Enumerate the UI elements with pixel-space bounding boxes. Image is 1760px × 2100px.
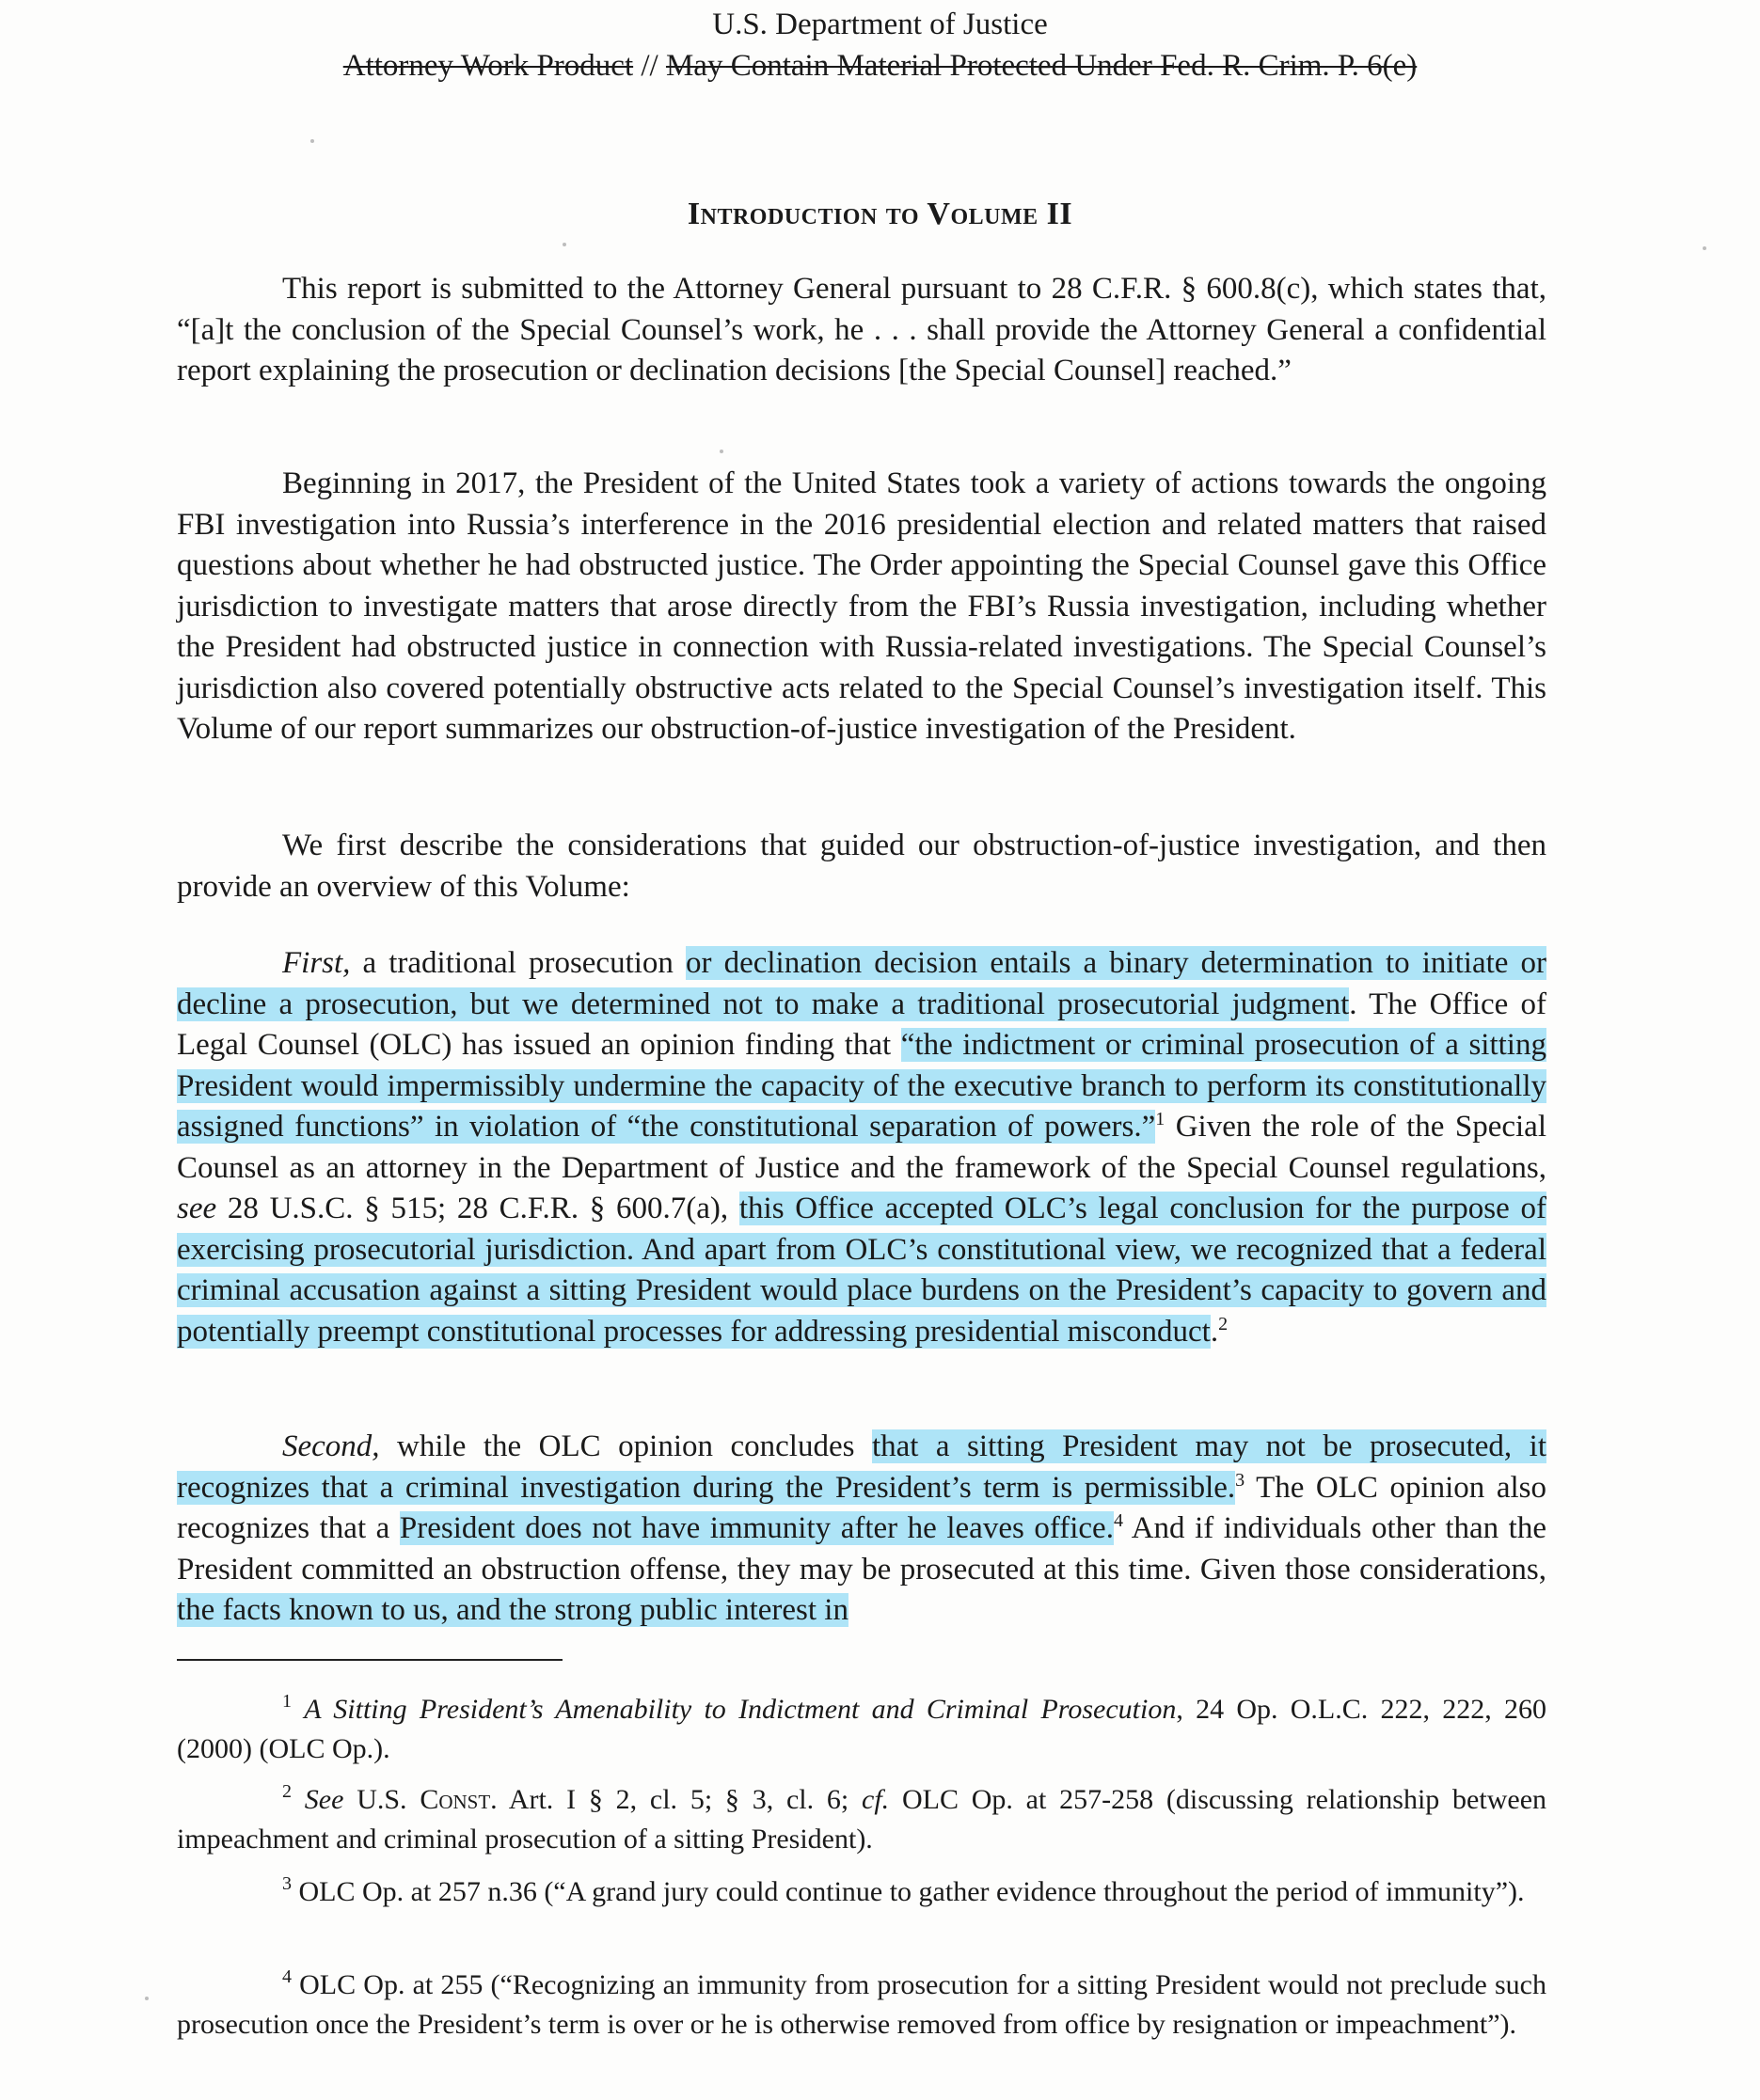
footnote-3-text: OLC Op. at 257 n.36 (“A grand jury could continue to gather evidence throughout the period of immunity”). (292, 1876, 1525, 1907)
footnote-2 (177, 1780, 1546, 1859)
text-span: . The Office of Legal Counsel (OLC) has issued an opinion finding that (177, 987, 1547, 1062)
footnote-3 (177, 1872, 1546, 1912)
const-abbrev: Const. (420, 1784, 498, 1815)
marking-separator: // (633, 49, 666, 83)
footnote-ref-2[interactable]: 2 (1218, 1313, 1229, 1334)
footnote-2-text: U.S. (343, 1784, 420, 1815)
scan-speck (1703, 246, 1706, 250)
section-title: Introduction to Volume II (687, 197, 1073, 231)
footnote-ref-4[interactable]: 4 (1113, 1510, 1123, 1531)
text-span: . (1210, 1314, 1219, 1349)
text-span: while the OLC opinion concludes (379, 1429, 872, 1463)
footnote-1 (177, 1690, 1546, 1769)
footnote-number: 1 (282, 1691, 292, 1712)
grand-jury-marking: May Contain Material Protected Under Fed. R. Crim. P. 6(e) (665, 49, 1418, 83)
agency-header: U.S. Department of Justice (712, 8, 1048, 41)
scan-speck (720, 450, 723, 453)
paragraph-1-text: This report is submitted to the Attorney General pursuant to 28 C.F.R. § 600.8(c), which states that, “[a]t the conclusion of the Special Counsel’s work, he . . . shall provide the Attorney General a confidential report explaining the prosecution or declination decisions [the Special Counsel] reached.” (177, 272, 1546, 387)
cf-signal: cf. (862, 1784, 890, 1815)
scan-speck (310, 139, 314, 143)
paragraph-second (177, 1427, 1546, 1632)
footnote-number: 4 (282, 1966, 292, 1987)
footnote-ref-3[interactable]: 3 (1235, 1469, 1245, 1491)
footnote-1-title: A Sitting President’s Amenability to Indictment and Criminal Prosecution (304, 1694, 1177, 1725)
paragraph-3 (177, 826, 1546, 908)
highlight-span: or declination decision entails a binary determination to initiate or decline a prosecution, but we determined not to make a traditional prosecutorial judgment (177, 946, 1546, 1021)
footnote-2-text: OLC Op. at 257-258 (discussing relationship between impeachment and criminal prosecution of a sitting President). (177, 1784, 1547, 1855)
text-span: 28 U.S.C. § 515; 28 C.F.R. § 600.7(a), (216, 1192, 739, 1225)
scan-speck (563, 243, 566, 246)
work-product-marking: Attorney Work Product (342, 49, 634, 83)
paragraph-first (177, 943, 1546, 1352)
footnote-2-text: Art. I § 2, cl. 5; § 3, cl. 6; (497, 1784, 863, 1815)
see-signal: See (304, 1784, 344, 1815)
classification-marking (0, 47, 1760, 85)
paragraph-2-text: Beginning in 2017, the President of the United States took a variety of actions towards the ongoing FBI investigation into Russia’s interference in the 2016 presidential election and related matters that raised questions about whether he had obstructed justice. The Order appointing the Special Counsel gave this Office jurisdiction to investigate matters that arose directly from the FBI’s Russia investigation, including whether the President had obstructed justice in connection with Russia-related investigations. The Special Counsel’s jurisdiction also covered potentially obstructive acts related to the Special Counsel’s investigation itself. This Volume of our report summarizes our obstruction-of-justice investigation of the President. (177, 466, 1546, 746)
footnote-1-text: , 24 Op. O.L.C. 222, 222, 260 (2000) (OLC Op.). (177, 1694, 1547, 1764)
footnote-4 (177, 1966, 1546, 2045)
paragraph-1 (177, 269, 1546, 392)
highlight-span: this Office accepted OLC’s legal conclusion for the purpose of exercising prosecutorial jurisdiction. And apart from OLC’s constitutional view, we recognized that a federal criminal accusation against a sitting President would place burdens on the President’s capacity to govern and potentially preempt constitutional processes for addressing presidential misconduct (177, 1192, 1546, 1349)
first-label: First, (282, 946, 351, 980)
text-span: And if individuals other than the President committed an obstruction offense, they may be prosecuted at this time. Given those considerations, (177, 1511, 1547, 1587)
paragraph-3-text: We first describe the considerations that guided our obstruction-of-justice investigation, and then provide an overview of this Volume: (177, 829, 1546, 904)
second-label: Second, (282, 1429, 380, 1463)
highlight-span: that a sitting President may not be prosecuted, it recognizes that a criminal investigation during the President’s term is permissible. (177, 1429, 1547, 1505)
footnote-number: 3 (282, 1873, 292, 1894)
text-span: Given the role of the Special Counsel as an attorney in the Department of Justice and the framework of the Special Counsel regulations, (177, 1110, 1546, 1185)
footnote-number: 2 (282, 1781, 292, 1802)
see-signal: see (177, 1192, 217, 1225)
text-span: a traditional prosecution (350, 946, 686, 980)
highlight-span: “the indictment or criminal prosecution of a sitting President would impermissibly undermine the capacity of the executive branch to perform its constitutionally assigned functions” in violation of “the constitutional separation of powers.” (177, 1028, 1546, 1144)
highlight-span: President does not have immunity after he leaves office. (399, 1511, 1114, 1545)
text-span: The OLC opinion also recognizes that a (177, 1470, 1546, 1545)
paragraph-2 (177, 464, 1546, 750)
highlight-span: the facts known to us, and the strong public interest in (177, 1593, 848, 1627)
footnote-4-text: OLC Op. at 255 (“Recognizing an immunity from prosecution for a sitting President would not preclude such prosecution once the President’s term is over or he is otherwise removed from office by resignation or impeachment”). (177, 1969, 1546, 2040)
footnote-ref-1[interactable]: 1 (1155, 1109, 1165, 1129)
footnote-divider (177, 1659, 563, 1661)
scan-speck (145, 1997, 149, 2000)
